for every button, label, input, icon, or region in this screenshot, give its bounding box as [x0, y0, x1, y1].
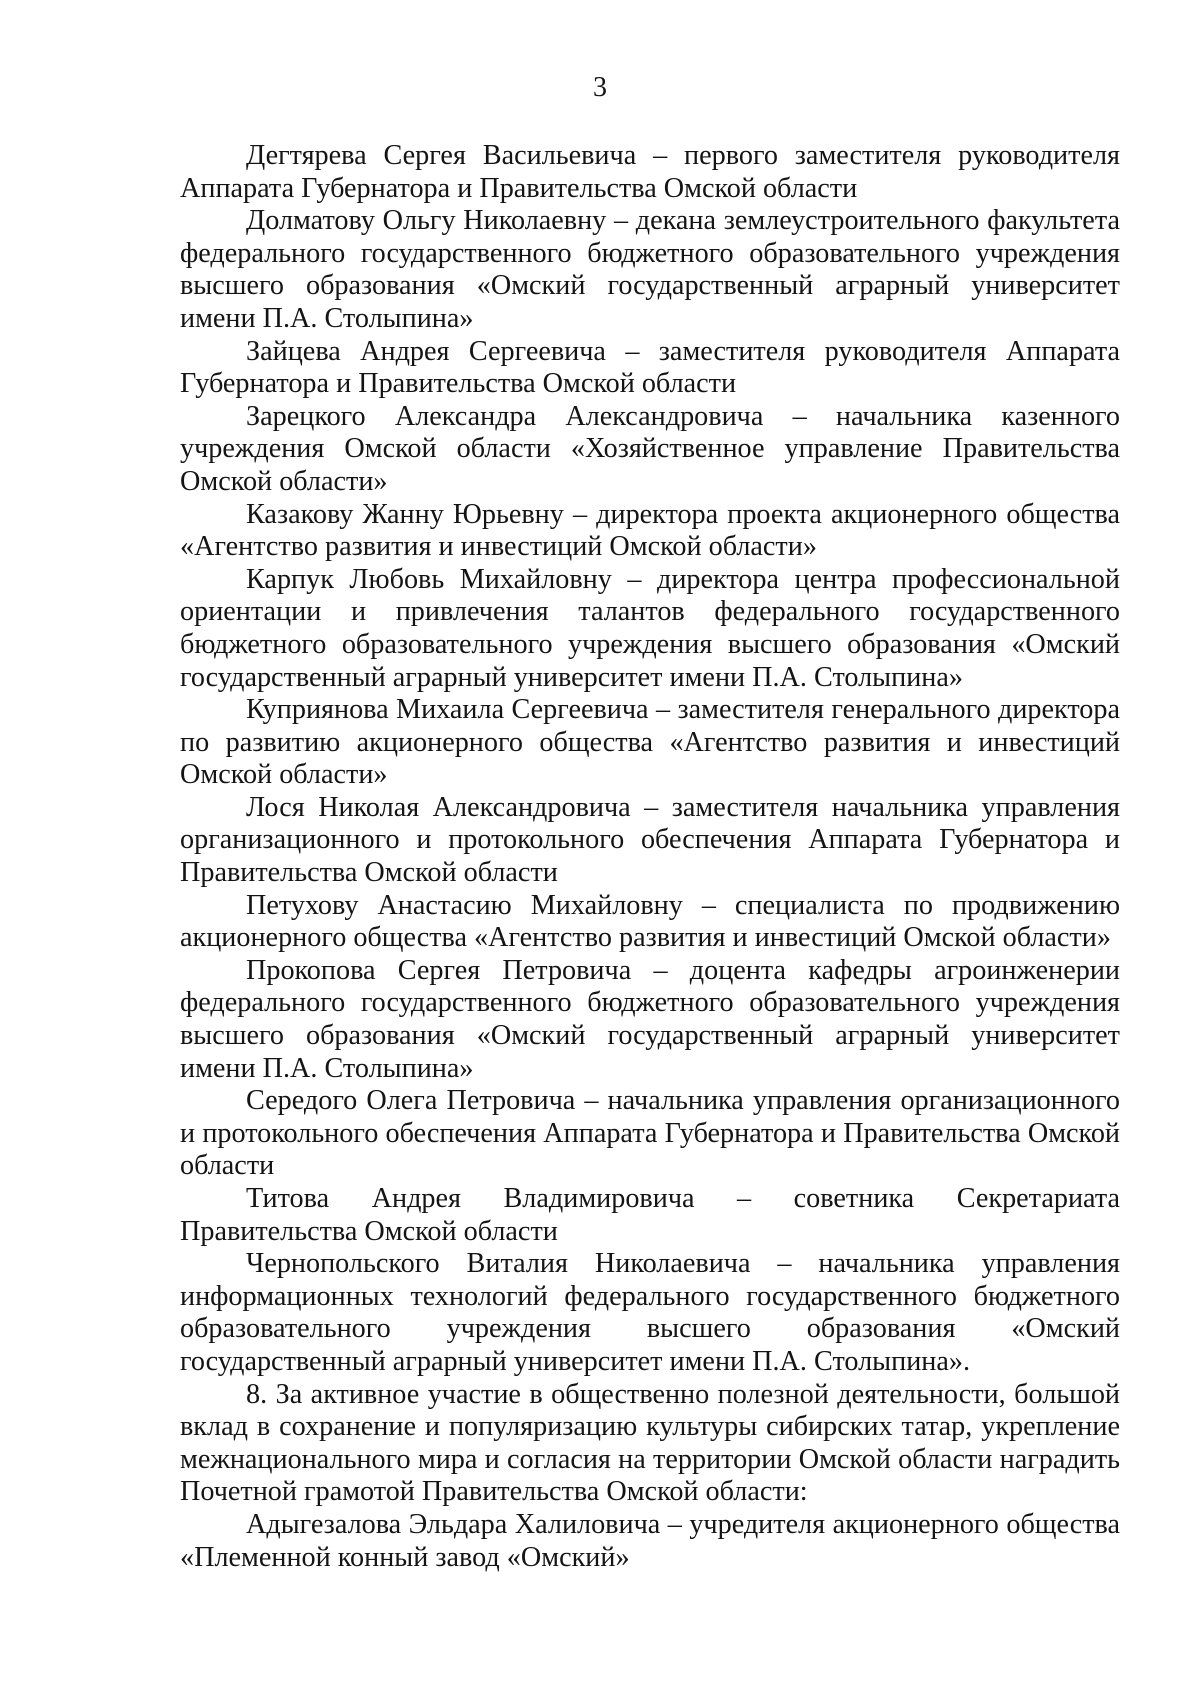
paragraph-dolmatova: Долматову Ольгу Николаевну – декана землеустроительного факультета федерального государственного бюджетного образовательного учреждения высшего образования «Омский государственный аграрный университет имени П.А. Столыпина» — [180, 205, 1120, 334]
paragraph-degtyarev: Дегтярева Сергея Васильевича – первого заместителя руководителя Аппарата Губернатора и Правительства Омской области — [180, 140, 1120, 204]
paragraph-adygezalov: Адыгезалова Эльдара Халиловича – учредителя акционерного общества «Племенной конный завод «Омский» — [180, 1508, 1120, 1573]
document-body — [180, 140, 1120, 1574]
paragraph-titov: Титова Андрея Владимировича – советника Секретариата Правительства Омской области — [180, 1183, 1120, 1247]
paragraph-prokopov: Прокопова Сергея Петровича – доцента кафедры агроинженерии федерального государственного бюджетного образовательного учреждения высшего образования «Омский государственный аграрный университет имени П.А. Столыпина» — [180, 954, 1120, 1084]
paragraph-zaretsky: Зарецкого Александра Александровича – начальника казенного учреждения Омской области «Хозяйственное управление Правительства Омской области» — [180, 400, 1120, 497]
paragraph-chernopolsky: Чернопольского Виталия Николаевича – начальника управления информационных технологий федерального государственного бюджетного образовательного учреждения высшего образования «Омский государственный аграрный университет имени П.А. Столыпина». — [180, 1248, 1120, 1377]
paragraph-seredoy: Середого Олега Петровича – начальника управления организационного и протокольного обеспечения Аппарата Губернатора и Правительства Омской области — [180, 1085, 1120, 1182]
paragraph-item-8: 8. За активное участие в общественно полезной деятельности, большой вклад в сохранение и популяризацию культуры сибирских татар, укрепление межнационального мира и согласия на территории Омской области наградить Почетной грамотой Правительства Омской области: — [180, 1378, 1120, 1508]
paragraph-kupriyanov: Куприянова Михаила Сергеевича – заместителя генерального директора по развитию акционерного общества «Агентство развития и инвестиций Омской области» — [180, 694, 1120, 791]
paragraph-karpuk: Карпук Любовь Михайловну – директора центра профессиональной ориентации и привлечения талантов федерального государственного бюджетного образовательного учреждения высшего образования «Омский государственный аграрный университет имени П.А. Столыпина» — [180, 563, 1120, 693]
paragraph-kazakova: Казакову Жанну Юрьевну – директора проекта акционерного общества «Агентство развития и инвестиций Омской области» — [180, 498, 1120, 563]
page-number: 3 — [593, 72, 607, 103]
paragraph-petukhova: Петухову Анастасию Михайловну – специалиста по продвижению акционерного общества «Агентство развития и инвестиций Омской области» — [180, 889, 1120, 954]
paragraph-los: Лося Николая Александровича – заместителя начальника управления организационного и протокольного обеспечения Аппарата Губернатора и Правительства Омской области — [180, 791, 1120, 889]
paragraph-zaitsev: Зайцева Андрея Сергеевича – заместителя руководителя Аппарата Губернатора и Правительства Омской области — [180, 335, 1120, 400]
